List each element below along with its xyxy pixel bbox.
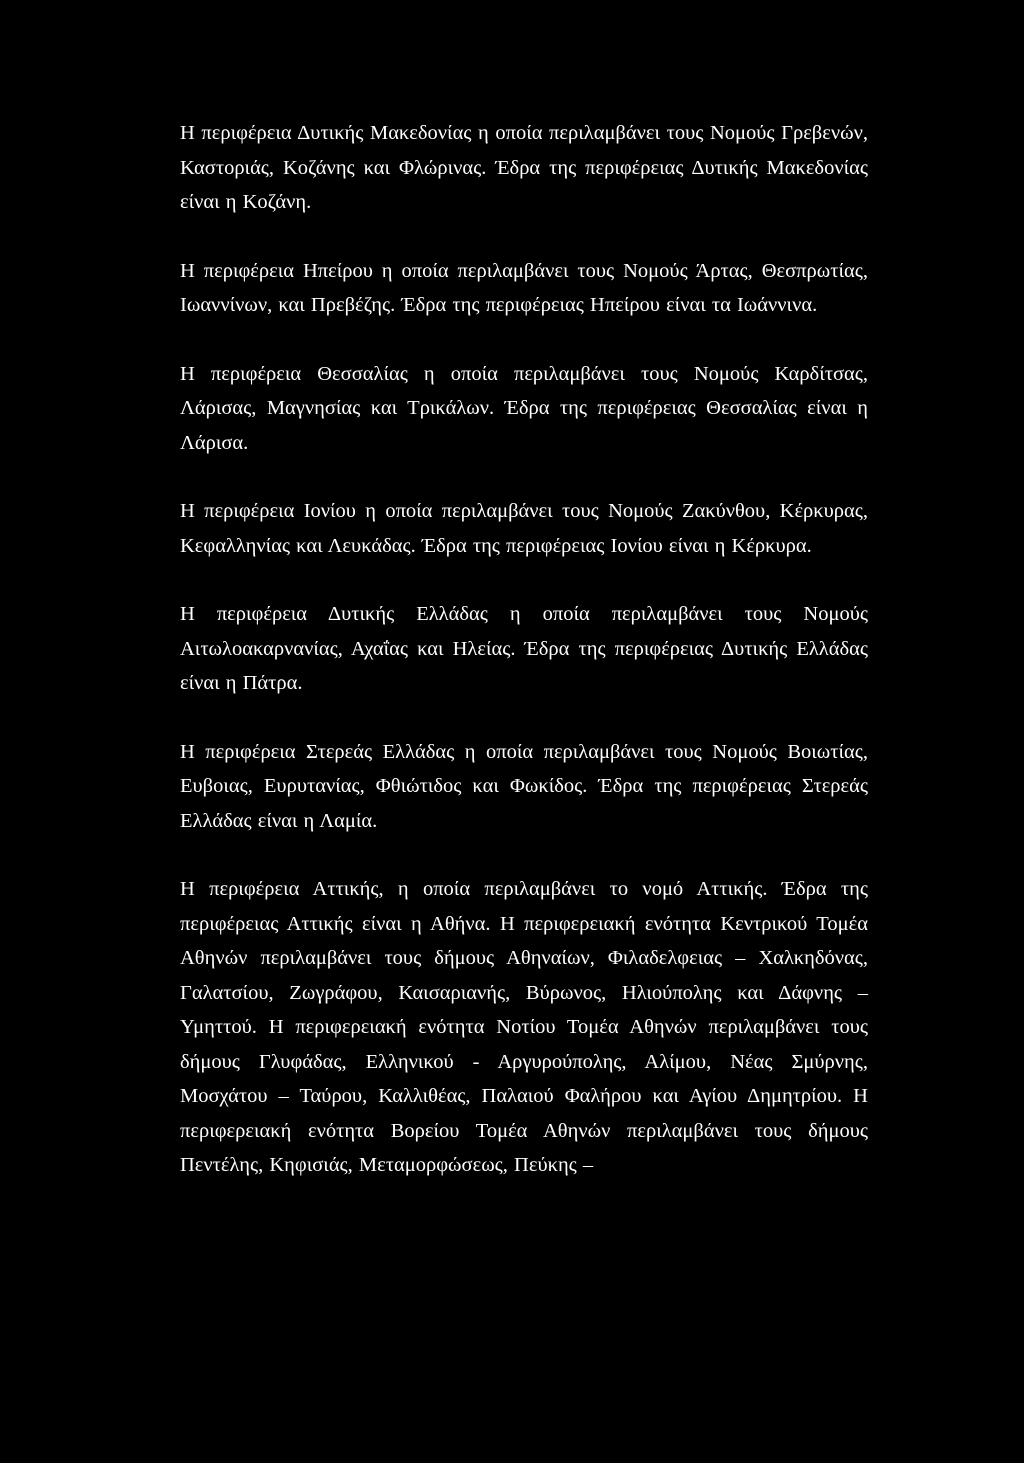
paragraph-west-greece: Η περιφέρεια Δυτικής Ελλάδας η οποία περιλαμβάνει τους Νομούς Αιτωλοακαρνανίας, Αχαΐας και Ηλείας. Έδρα της περιφέρειας Δυτικής Ελλάδας είναι η Πάτρα. bbox=[180, 603, 868, 694]
document-body bbox=[180, 116, 868, 1183]
paragraph-central-greece: Η περιφέρεια Στερεάς Ελλάδας η οποία περιλαμβάνει τους Νομούς Βοιωτίας, Ευβοιας, Ευρυτανίας, Φθιώτιδος και Φωκίδος. Έδρα της περιφέρειας Στερεάς Ελλάδας είναι η Λαμία. bbox=[180, 740, 868, 832]
paragraph-ionian: Η περιφέρεια Ιονίου η οποία περιλαμβάνει τους Νομούς Ζακύνθου, Κέρκυρας, Κεφαλληνίας και Λευκάδας. Έδρα της περιφέρειας Ιονίου είναι η Κέρκυρα. bbox=[180, 500, 868, 557]
paragraph-attica: Η περιφέρεια Αττικής, η οποία περιλαμβάνει το νομό Αττικής. Έδρα της περιφέρειας Αττικής είναι η Αθήνα. Η περιφερειακή ενότητα Κεντρικού Τομέα Αθηνών περιλαμβάνει τους δήμους Αθηναίων, Φιλαδελφειας – Χαλκηδόνας, Γαλατσίου, Ζωγράφου, Καισαριανής, Βύρωνος, Ηλιούπολης και Δάφνης – Υμηττού. Η περιφερειακή ενότητα Νοτίου Τομέα Αθηνών περιλαμβάνει τους δήμους Γλυφάδας, Ελληνικού - Αργυρούπολης, Αλίμου, Νέας Σμύρνης, Μοσχάτου – Ταύρου, Καλλιθέας, Παλαιού Φαλήρου και Αγίου Δημητρίου. Η περιφερειακή ενότητα Βορείου Τομέα Αθηνών περιλαμβάνει τους δήμους Πεντέλης, Κηφισιάς, Μεταμορφώσεως, Πεύκης – bbox=[180, 878, 868, 1176]
paragraph-west-macedonia: Η περιφέρεια Δυτικής Μακεδονίας η οποία περιλαμβάνει τους Νομούς Γρεβενών, Καστοριάς, Κοζάνης και Φλώρινας. Έδρα της περιφέρειας Δυτικής Μακεδονίας είναι η Κοζάνη. bbox=[180, 122, 868, 213]
paragraph-epirus: Η περιφέρεια Ηπείρου η οποία περιλαμβάνει τους Νομούς Άρτας, Θεσπρωτίας, Ιωαννίνων, και Πρεβέζης. Έδρα της περιφέρειας Ηπείρου είναι τα Ιωάννινα. bbox=[180, 259, 868, 316]
paragraph-thessaly: Η περιφέρεια Θεσσαλίας η οποία περιλαμβάνει τους Νομούς Καρδίτσας, Λάρισας, Μαγνησίας και Τρικάλων. Έδρα της περιφέρειας Θεσσαλίας είναι η Λάρισα. bbox=[180, 362, 868, 454]
